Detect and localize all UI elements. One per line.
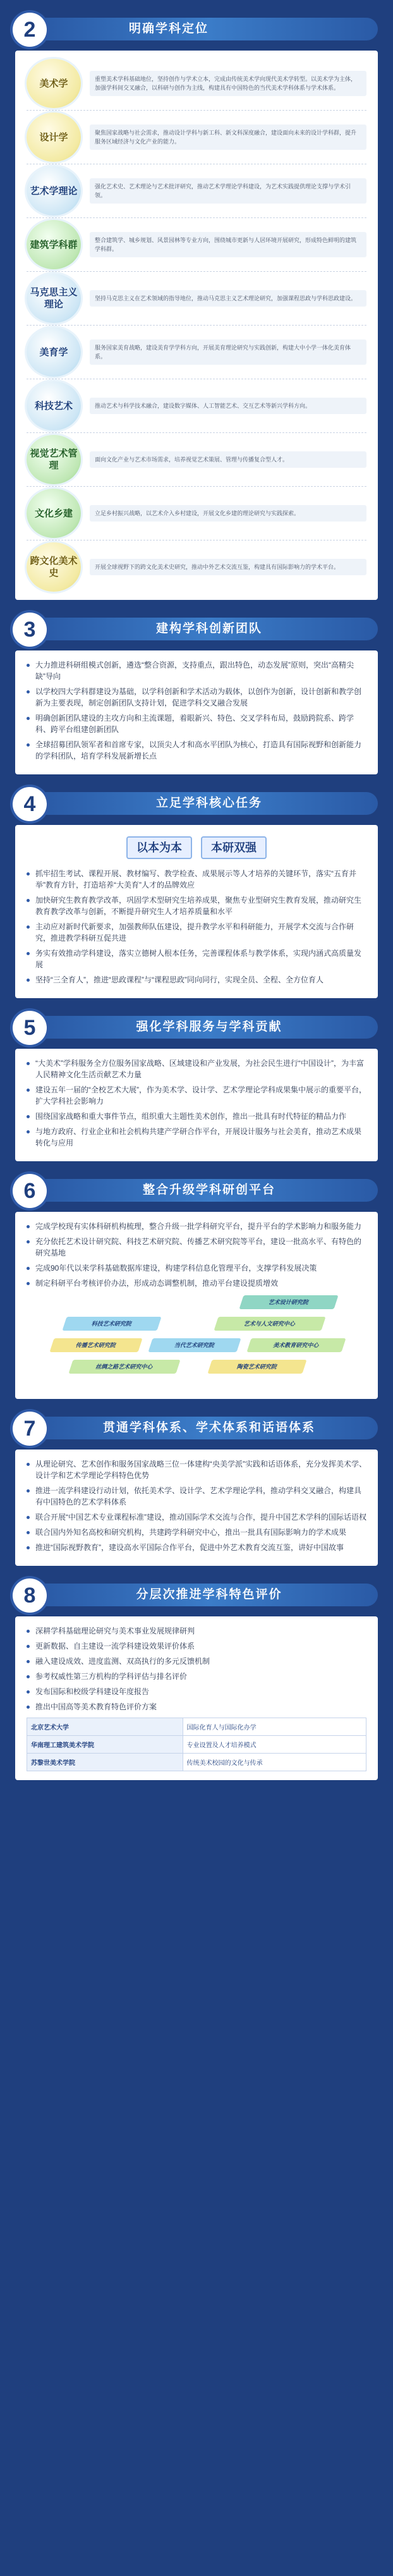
table-cell: 专业设置及人才培养模式 bbox=[183, 1736, 366, 1754]
section7-header bbox=[0, 1408, 393, 1450]
system-panel bbox=[15, 1450, 378, 1566]
discipline-badge: 视觉艺术管理 bbox=[27, 435, 81, 484]
section-number: 8 bbox=[13, 1578, 47, 1613]
discipline-description: 立足乡村振兴战略，以艺术介入乡村建设，开展文化乡建的理论研究与实践探索。 bbox=[90, 505, 366, 522]
discipline-description: 面向文化产业与艺术市场需求，培养视觉艺术策展、管理与传播复合型人才。 bbox=[90, 451, 366, 468]
section-title: 分层次推进学科特色评价 bbox=[136, 1588, 282, 1601]
list-item: 从理论研究、艺术创作和服务国家战略三位一体建构“央美学派”实践和话语体系，充分发挥美术学、设计学和艺术学理论学科特色优势 bbox=[27, 1458, 366, 1481]
positioning-row bbox=[27, 111, 366, 164]
section-number: 3 bbox=[13, 613, 47, 647]
section-title: 建构学科创新团队 bbox=[155, 622, 262, 635]
section-title: 强化学科服务与学科贡献 bbox=[136, 1020, 282, 1034]
section-number: 2 bbox=[13, 13, 47, 47]
section5-header bbox=[0, 1007, 393, 1049]
section-number: 4 bbox=[13, 787, 47, 821]
positioning-panel bbox=[15, 51, 378, 600]
section-title: 整合升级学科研创平台 bbox=[142, 1183, 275, 1197]
service-panel bbox=[15, 1049, 378, 1161]
list-item: 深耕学科基础理论研究与美术事业发展规律研判 bbox=[27, 1625, 366, 1637]
table-row bbox=[27, 1736, 366, 1754]
section-title: 明确学科定位 bbox=[129, 22, 209, 35]
platform-block: 艺术设计研究院 bbox=[239, 1295, 338, 1309]
section6-header bbox=[0, 1170, 393, 1212]
platform-block: 艺术与人文研究中心 bbox=[214, 1317, 325, 1331]
list-item: 完成90年代以来学科基础数据库建设，构建学科信息化管理平台，支撑学科发展决策 bbox=[27, 1262, 366, 1274]
list-item: 推进“国际视野教育”，建设高水平国际合作平台，促进中外艺术教育交流互鉴，讲好中国故事 bbox=[27, 1542, 366, 1553]
list-item: 大力推进科研组模式创新，遴选“整合资源，支持重点，跟出特色，动态发展”原则，突出“高精尖缺”导向 bbox=[27, 659, 366, 682]
section-number: 5 bbox=[13, 1011, 47, 1045]
discipline-badge: 跨文化美术史 bbox=[27, 542, 81, 592]
core-task-list bbox=[27, 868, 366, 986]
positioning-row bbox=[27, 379, 366, 433]
list-item: 完成学校现有实体科研机构梳理，整合升级一批学科研究平台，提升平台的学术影响力和服务能力 bbox=[27, 1221, 366, 1232]
discipline-description: 重塑美术学科基础地位，坚持创作与学术立本，完成由传统美术学向现代美术学转型。以美术学为主体，加强学科间交叉融合，以科研与创作为主线，构建具有中国特色的当代美术学科体系与学术体系。 bbox=[90, 71, 366, 96]
section-title: 贯通学科体系、学术体系和话语体系 bbox=[102, 1421, 315, 1434]
section-number: 6 bbox=[13, 1174, 47, 1208]
positioning-row bbox=[27, 540, 366, 594]
discipline-description: 整合建筑学、城乡规划、风景园林等专业方向，围绕城市更新与人居环境开展研究，形成特色鲜明的建筑学科群。 bbox=[90, 232, 366, 257]
table-cell: 国际化育人与国际化办学 bbox=[183, 1718, 366, 1736]
list-item: 联合开展“中国艺术专业课程标准”建设，推动国际学术交流与合作，提升中国艺术学科的国际话语权 bbox=[27, 1511, 366, 1523]
service-list bbox=[27, 1058, 366, 1149]
list-item: 加快研究生教育教学改革，巩固学术型研究生培养成果，聚焦专业型研究生教育发展，推动研究生教育教学改革与创新，不断提升研究生人才培养质量和水平 bbox=[27, 894, 366, 917]
positioning-row bbox=[27, 326, 366, 379]
list-item: 全球招募团队领军者和首席专家，以顶尖人才和高水平团队为核心，打造具有国际视野和创新能力的学科团队，培育学科发展新增长点 bbox=[27, 739, 366, 762]
platform-block: 科技艺术研究院 bbox=[62, 1317, 161, 1331]
discipline-badge: 科技艺术 bbox=[27, 381, 81, 430]
discipline-description: 开展全球视野下的跨文化美术史研究，推动中外艺术交流互鉴，构建具有国际影响力的学术平台。 bbox=[90, 559, 366, 575]
discipline-badge: 马克思主义理论 bbox=[27, 274, 81, 323]
list-item: 明确创新团队建设的主攻方向和主流课题，着眼新兴、特色、交叉学科布局，鼓励跨院系、跨学科、跨平台组建创新团队 bbox=[27, 712, 366, 735]
section8-header bbox=[0, 1575, 393, 1616]
list-item: 融入建设成效、进度监测、双高执行的多元反馈机制 bbox=[27, 1656, 366, 1667]
tag: 本研双强 bbox=[201, 836, 267, 859]
list-item: “大美术”学科服务全方位服务国家战略、区域建设和产业发展，为社会民生进行“中国设计”，为丰富人民精神文化生活贡献艺术力量 bbox=[27, 1058, 366, 1080]
list-item: 充分依托艺术设计研究院、科技艺术研究院、传播艺术研究院等平台，建设一批高水平、有特色的研究基地 bbox=[27, 1236, 366, 1259]
platform-block: 当代艺术研究院 bbox=[148, 1338, 241, 1352]
platform-block: 陶瓷艺术研究院 bbox=[207, 1360, 306, 1374]
list-item: 抓牢招生考试、课程开展、教材编写、教学检查、成果展示等人才培养的关键环节，落实“五育并举”教育方针，打造培养“大美育”人才的品牌效应 bbox=[27, 868, 366, 891]
list-item: 以学校四大学科群建设为基础，以学科创新和学术活动为载体，以创作为创新，设计创新和教学创新为主要表现，制定创新团队支持计划，促进学科交叉融合发展 bbox=[27, 686, 366, 709]
discipline-badge: 艺术学理论 bbox=[27, 166, 81, 216]
table-cell: 苏黎世美术学院 bbox=[27, 1754, 183, 1771]
list-item: 更新数据、自主建设一流学科建设效果评价体系 bbox=[27, 1640, 366, 1652]
list-item: 坚持“三全育人”，推进“思政课程”与“课程思政”同向同行，实现全员、全程、全方位育人 bbox=[27, 974, 366, 986]
positioning-row bbox=[27, 218, 366, 272]
team-list bbox=[27, 659, 366, 762]
table-cell: 华南理工建筑美术学院 bbox=[27, 1736, 183, 1754]
platform-block: 传播艺术研究院 bbox=[49, 1338, 142, 1352]
positioning-row bbox=[27, 57, 366, 111]
table-row bbox=[27, 1718, 366, 1736]
positioning-row bbox=[27, 272, 366, 326]
list-item: 建设五年一届的“全校艺术大展”，作为美术学、设计学、艺术学理论学科成果集中展示的重要平台，扩大学科社会影响力 bbox=[27, 1084, 366, 1107]
platform-list bbox=[27, 1221, 366, 1289]
list-item: 参考权威性第三方机构的学科评估与排名评价 bbox=[27, 1671, 366, 1682]
discipline-description: 服务国家美育战略，建设美育学学科方向，开展美育理论研究与实践创新，构建大中小学一体化美育体系。 bbox=[90, 339, 366, 365]
discipline-description: 推动艺术与科学技术融合，建设数字媒体、人工智能艺术、交互艺术等新兴学科方向。 bbox=[90, 398, 366, 414]
list-item: 主动应对新时代新要求，加强教师队伍建设，提升教学水平和科研能力，开展学术交流与合作研究，推进教学科研互促共进 bbox=[27, 921, 366, 944]
list-item: 推出中国高等美术教育特色评价方案 bbox=[27, 1701, 366, 1712]
platform-block: 丝绸之路艺术研究中心 bbox=[68, 1360, 180, 1374]
discipline-badge: 文化乡建 bbox=[27, 489, 81, 538]
section4-header bbox=[0, 783, 393, 825]
list-item: 发布国际和校级学科建设年度报告 bbox=[27, 1686, 366, 1697]
section2-header bbox=[0, 9, 393, 51]
platform-panel bbox=[15, 1212, 378, 1399]
positioning-row bbox=[27, 164, 366, 218]
discipline-badge: 设计学 bbox=[27, 113, 81, 162]
tagline bbox=[27, 836, 366, 859]
table-row bbox=[27, 1754, 366, 1771]
section-title: 立足学科核心任务 bbox=[155, 797, 262, 810]
positioning-row bbox=[27, 433, 366, 487]
list-item: 联合国内外知名高校和研究机构，共建跨学科研究中心，推出一批具有国际影响力的学术成果 bbox=[27, 1527, 366, 1538]
evaluation-list bbox=[27, 1625, 366, 1712]
comparison-table bbox=[27, 1718, 366, 1771]
list-item: 推进一流学科建设行动计划，依托美术学、设计学、艺术学理论学科，推动学科交叉融合，构建具有中国特色的艺术学科体系 bbox=[27, 1485, 366, 1508]
table-cell: 传统美术校园的文化与传承 bbox=[183, 1754, 366, 1771]
list-item: 制定科研平台考核评价办法，形成动态调整机制，推动平台建设提质增效 bbox=[27, 1278, 366, 1289]
tag: 以本为本 bbox=[126, 836, 192, 859]
discipline-badge: 建筑学科群 bbox=[27, 220, 81, 269]
positioning-row bbox=[27, 487, 366, 540]
table-cell: 北京艺术大学 bbox=[27, 1718, 183, 1736]
list-item: 务实有效推动学科建设，落实立德树人根本任务，完善课程体系与教学体系，实现内涵式高质量发展 bbox=[27, 948, 366, 970]
platform-block: 美术教育研究中心 bbox=[246, 1338, 346, 1352]
core-task-panel bbox=[15, 825, 378, 998]
discipline-badge: 美育学 bbox=[27, 327, 81, 377]
evaluation-panel bbox=[15, 1616, 378, 1780]
system-list bbox=[27, 1458, 366, 1553]
section3-header bbox=[0, 609, 393, 650]
discipline-badge: 美术学 bbox=[27, 59, 81, 108]
discipline-description: 聚焦国家战略与社会需求，推动设计学科与新工科、新文科深度融合，建设面向未来的设计学科群，提升服务区域经济与文化产业的能力。 bbox=[90, 125, 366, 150]
list-item: 围绕国家战略和重大事件节点，组织重大主题性美术创作，推出一批具有时代特征的精品力作 bbox=[27, 1111, 366, 1122]
section-number: 7 bbox=[13, 1412, 47, 1446]
list-item: 与地方政府、行业企业和社会机构共建产学研合作平台，开展设计服务与社会美育，推动艺术成果转化与应用 bbox=[27, 1126, 366, 1149]
discipline-description: 强化艺术史、艺术理论与艺术批评研究，推动艺术学理论学科建设，为艺术实践提供理论支撑与学术引领。 bbox=[90, 178, 366, 204]
team-panel bbox=[15, 650, 378, 774]
platform-graphic bbox=[27, 1293, 366, 1388]
discipline-description: 坚持马克思主义在艺术领域的指导地位，推动马克思主义艺术理论研究，加强课程思政与学科思政建设。 bbox=[90, 290, 366, 307]
